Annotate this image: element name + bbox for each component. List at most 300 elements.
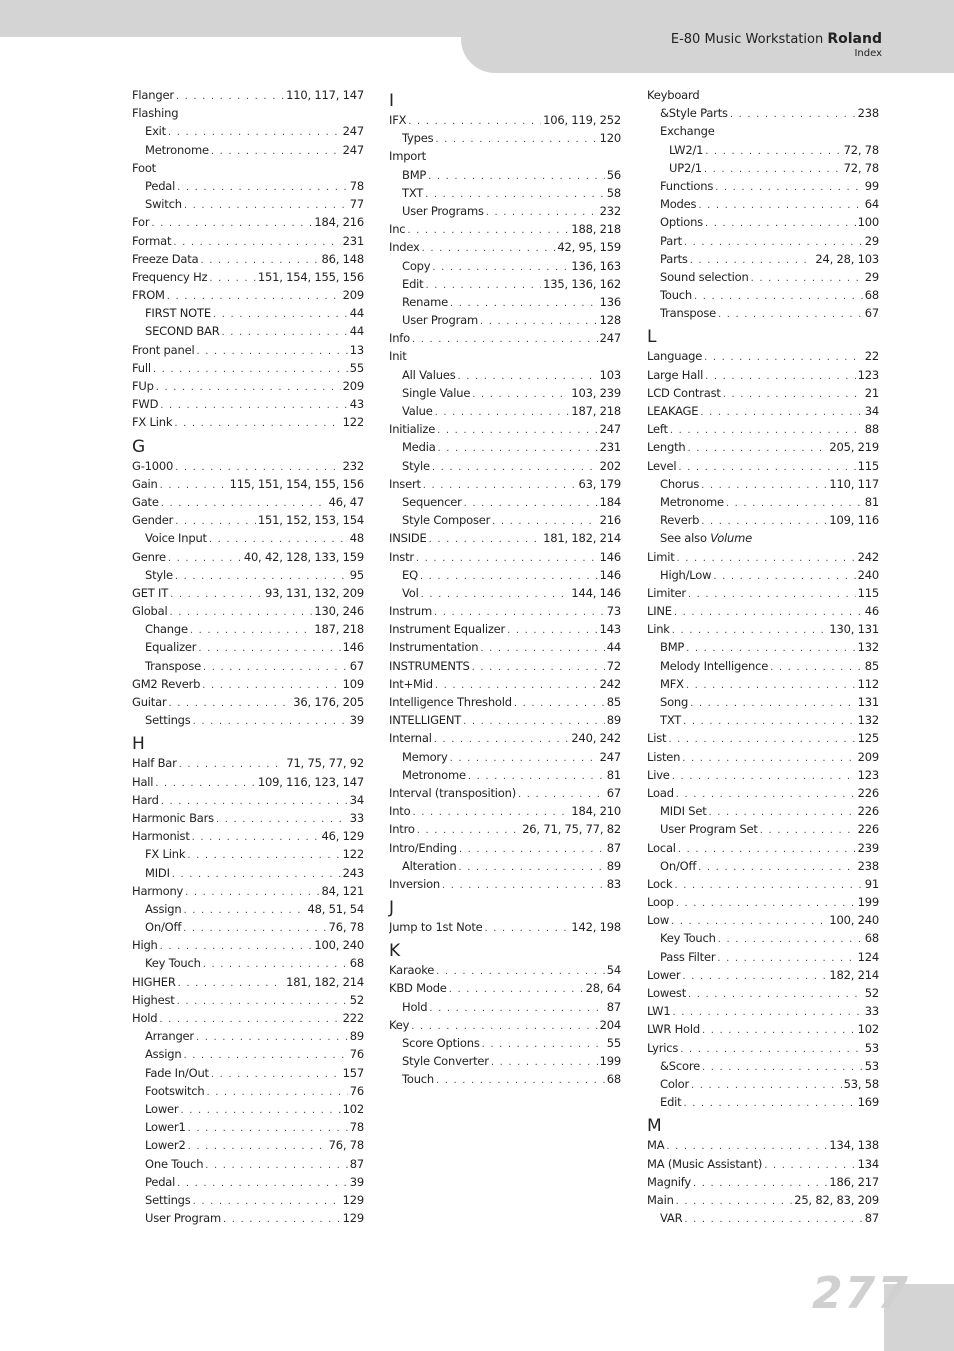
index-entry — [389, 329, 621, 347]
index-entry — [647, 250, 879, 268]
index-entry — [389, 1016, 621, 1034]
index-entry — [389, 347, 621, 365]
index-entry — [389, 857, 621, 875]
index-entry — [389, 584, 621, 602]
entry-pages: 77 — [349, 197, 364, 212]
entry-term: Karaoke — [389, 963, 435, 978]
leader-dots — [193, 1193, 341, 1209]
entry-term: Loop — [647, 895, 674, 910]
leader-dots — [207, 1084, 348, 1100]
entry-pages: 144, 146 — [571, 585, 621, 600]
leader-dots — [472, 659, 605, 675]
entry-term: Switch — [145, 197, 182, 212]
index-entry — [132, 322, 364, 340]
index-entry — [132, 359, 364, 377]
entry-term: High — [132, 938, 158, 953]
index-entry — [132, 1082, 364, 1100]
leader-dots — [159, 1011, 340, 1027]
entry-term: &Style Parts — [660, 106, 728, 121]
entry-term: BMP — [660, 640, 685, 655]
index-entry — [389, 366, 621, 384]
leader-dots — [690, 252, 814, 268]
index-entry — [132, 1191, 364, 1209]
leader-dots — [412, 804, 569, 820]
index-entry — [389, 961, 621, 979]
entry-pages: 247 — [599, 331, 621, 346]
entry-pages: 128 — [599, 313, 621, 328]
index-entry — [647, 693, 879, 711]
entry-pages: 209 — [342, 288, 364, 303]
entry-term: Assign — [145, 901, 182, 916]
leader-dots — [423, 477, 577, 493]
index-entry — [389, 402, 621, 420]
entry-term: Footswitch — [145, 1083, 205, 1098]
entry-pages: 181, 182, 214 — [543, 531, 621, 546]
index-entry — [132, 177, 364, 195]
index-entry — [132, 341, 364, 359]
entry-term: User Programs — [402, 203, 484, 218]
leader-dots — [161, 793, 348, 809]
leader-dots — [688, 586, 856, 602]
entry-pages: 43 — [349, 397, 364, 412]
leader-dots — [686, 640, 855, 656]
leader-dots — [672, 768, 856, 784]
entry-pages: 134 — [857, 1156, 879, 1171]
entry-pages: 115 — [857, 585, 879, 600]
entry-pages: 151, 154, 155, 156 — [257, 269, 364, 284]
page-number: 277 — [812, 1268, 910, 1319]
leader-dots — [222, 324, 348, 340]
entry-term: High/Low — [660, 567, 712, 582]
index-entry — [132, 845, 364, 863]
leader-dots — [407, 222, 569, 238]
entry-term: LINE — [647, 604, 672, 619]
entry-term: MIDI — [145, 865, 170, 880]
index-entry — [389, 675, 621, 693]
leader-dots — [705, 215, 856, 231]
entry-pages: 89 — [349, 1029, 364, 1044]
entry-term: Magnify — [647, 1174, 692, 1189]
index-entry — [647, 802, 879, 820]
entry-pages: 247 — [599, 422, 621, 437]
entry-term: Transpose — [660, 306, 716, 321]
leader-dots — [421, 586, 570, 602]
leader-dots — [698, 197, 862, 213]
entry-pages: 67 — [606, 785, 621, 800]
index-entry — [132, 864, 364, 882]
entry-pages: 33 — [864, 1004, 879, 1019]
leader-dots — [705, 143, 841, 159]
leader-dots — [192, 829, 320, 845]
entry-term: Import — [389, 149, 426, 164]
index-entry — [647, 1191, 879, 1209]
index-entry — [132, 159, 364, 177]
index-entry — [132, 1045, 364, 1063]
leader-dots — [764, 1157, 855, 1173]
entry-pages: 84, 121 — [321, 883, 364, 898]
entry-term: Rename — [402, 294, 448, 309]
index-entry — [389, 638, 621, 656]
index-entry — [389, 979, 621, 997]
entry-pages: 136, 163 — [571, 258, 621, 273]
leader-dots — [425, 277, 541, 293]
leader-dots — [694, 288, 863, 304]
entry-term: Front panel — [132, 342, 195, 357]
index-entry — [647, 457, 879, 475]
leader-dots — [184, 197, 348, 213]
entry-term: Touch — [660, 288, 693, 303]
entry-pages: 33 — [349, 810, 364, 825]
leader-dots — [213, 306, 348, 322]
entry-term: Chorus — [660, 476, 700, 491]
index-entry — [132, 620, 364, 638]
entry-pages: 68 — [606, 1072, 621, 1087]
entry-term: Parts — [660, 251, 688, 266]
entry-pages: 247 — [599, 749, 621, 764]
entry-term: See also Volume — [660, 531, 753, 546]
entry-pages: 46, 129 — [321, 829, 364, 844]
entry-term: Insert — [389, 476, 421, 491]
entry-term: Reverb — [660, 513, 700, 528]
index-entry — [132, 493, 364, 511]
index-entry — [647, 911, 879, 929]
entry-term: Sequencer — [402, 494, 462, 509]
leader-dots — [683, 713, 856, 729]
index-entry — [132, 773, 364, 791]
entry-pages: 89 — [606, 713, 621, 728]
entry-term: LW2/1 — [669, 142, 704, 157]
index-entry — [647, 1155, 879, 1173]
index-entry — [389, 875, 621, 893]
entry-pages: 87 — [349, 1156, 364, 1171]
leader-dots — [698, 859, 855, 875]
leader-dots — [670, 422, 863, 438]
leader-dots — [459, 841, 605, 857]
index-entry — [389, 311, 621, 329]
index-entry — [389, 802, 621, 820]
leader-dots — [436, 1072, 605, 1088]
entry-term: Hold — [132, 1011, 158, 1025]
entry-term: Jump to 1st Note — [389, 920, 483, 935]
leader-dots — [437, 422, 598, 438]
entry-term: Init — [389, 349, 407, 364]
leader-dots — [176, 88, 284, 104]
entry-pages: 199 — [857, 895, 879, 910]
leader-dots — [676, 786, 856, 802]
entry-pages: 130, 246 — [314, 604, 364, 619]
entry-term: Gender — [132, 513, 174, 528]
index-entry — [132, 711, 364, 729]
entry-term: Gain — [132, 476, 158, 491]
index-entry — [132, 675, 364, 693]
entry-pages: 78 — [349, 178, 364, 193]
index-entry — [389, 657, 621, 675]
leader-dots — [203, 956, 348, 972]
leader-dots — [691, 1077, 842, 1093]
leader-dots — [463, 713, 605, 729]
leader-dots — [450, 295, 598, 311]
entry-pages: 132 — [857, 713, 879, 728]
entry-term: GM2 Reverb — [132, 676, 201, 691]
index-entry — [647, 286, 879, 304]
index-entry — [647, 177, 879, 195]
entry-pages: 136 — [599, 294, 621, 309]
entry-term: Half Bar — [132, 756, 177, 771]
index-entry — [132, 232, 364, 250]
index-entry — [132, 548, 364, 566]
entry-term: Intelligence Threshold — [389, 695, 512, 709]
entry-term: Limit — [647, 549, 675, 564]
index-entry — [132, 566, 364, 584]
entry-pages: 240, 242 — [571, 731, 621, 746]
entry-term: Melody Intelligence — [660, 658, 769, 673]
entry-pages: 34 — [864, 404, 879, 418]
leader-dots — [155, 775, 256, 791]
entry-term: Memory — [402, 749, 448, 764]
index-entry — [389, 711, 621, 729]
leader-dots — [683, 1095, 855, 1111]
leader-dots — [770, 659, 863, 675]
entry-term: Metronome — [145, 142, 209, 157]
index-entry — [647, 529, 879, 547]
entry-pages: 76, 78 — [328, 920, 364, 935]
entry-pages: 239 — [857, 840, 879, 855]
leader-dots — [464, 495, 598, 511]
leader-dots — [177, 179, 348, 195]
entry-term: Format — [132, 233, 172, 248]
entry-pages: 129 — [342, 1192, 364, 1207]
index-entry — [389, 147, 621, 165]
entry-pages: 29 — [864, 269, 879, 284]
index-entry — [389, 420, 621, 438]
entry-pages: 76 — [349, 1083, 364, 1098]
leader-dots — [684, 1211, 862, 1227]
index-entry — [389, 820, 621, 838]
leader-dots — [153, 361, 348, 377]
index-entry — [647, 966, 879, 984]
entry-pages: 131 — [857, 695, 879, 709]
leader-dots — [422, 240, 556, 256]
leader-dots — [160, 938, 313, 954]
leader-dots — [170, 586, 263, 602]
index-entry — [132, 584, 364, 602]
entry-term: Metronome — [660, 494, 724, 509]
index-entry — [132, 413, 364, 431]
index-entry — [389, 566, 621, 584]
leader-dots — [168, 124, 341, 140]
entry-pages: 209 — [342, 379, 364, 393]
entry-pages: 123 — [857, 367, 879, 382]
index-column-1 — [132, 86, 364, 1227]
leader-dots — [216, 811, 348, 827]
entry-term: SECOND BAR — [145, 324, 220, 339]
entry-term: Instrumentation — [389, 640, 479, 655]
index-entry — [132, 754, 364, 772]
entry-pages: 39 — [349, 713, 364, 728]
index-entry — [647, 929, 879, 947]
entry-term: Instrum — [389, 604, 432, 619]
entry-pages: 87 — [864, 1211, 879, 1226]
entry-term: Harmony — [132, 883, 184, 898]
index-entry — [647, 213, 879, 231]
entry-pages: 106, 119, 252 — [543, 113, 621, 127]
entry-pages: 186, 217 — [829, 1174, 879, 1189]
index-entry — [647, 893, 879, 911]
leader-dots — [160, 477, 228, 493]
leader-dots — [482, 1036, 605, 1052]
index-entry — [389, 918, 621, 936]
entry-term: Copy — [402, 258, 431, 273]
index-entry — [647, 657, 879, 675]
leader-dots — [435, 131, 597, 147]
entry-term: Vol — [402, 585, 419, 600]
index-entry — [132, 1064, 364, 1082]
entry-term: Hold — [402, 999, 428, 1014]
entry-term: Fade In/Out — [145, 1065, 209, 1080]
entry-pages: 13 — [349, 342, 364, 357]
leader-dots — [457, 368, 597, 384]
index-entry — [389, 548, 621, 566]
leader-dots — [417, 822, 520, 838]
entry-pages: 48 — [349, 531, 364, 546]
leader-dots — [198, 640, 340, 656]
entry-term: Pedal — [145, 1174, 176, 1189]
leader-dots — [173, 234, 340, 250]
entry-pages: 93, 131, 132, 209 — [264, 585, 364, 600]
leader-dots — [704, 161, 842, 177]
entry-term: Types — [402, 131, 434, 146]
leader-dots — [196, 1029, 348, 1045]
leader-dots — [690, 695, 856, 711]
entry-term: FX Link — [132, 415, 173, 430]
entry-pages: 132 — [857, 640, 879, 655]
index-entry — [389, 839, 621, 857]
entry-pages: 243 — [342, 865, 364, 880]
entry-term: Pass Filter — [660, 949, 716, 964]
leader-dots — [666, 1138, 827, 1154]
entry-term: Inc — [389, 222, 406, 237]
entry-pages: 240 — [857, 567, 879, 582]
index-entry — [389, 1070, 621, 1088]
leader-dots — [751, 270, 863, 286]
leader-dots — [196, 343, 347, 359]
index-entry — [132, 827, 364, 845]
leader-dots — [416, 550, 598, 566]
entry-term: Color — [660, 1076, 690, 1091]
leader-dots — [672, 622, 828, 638]
entry-pages: 109, 116 — [829, 513, 879, 528]
index-entry — [647, 438, 879, 456]
entry-pages: 125 — [857, 731, 879, 746]
index-entry — [132, 1209, 364, 1227]
index-entry — [389, 129, 621, 147]
entry-pages: 242 — [599, 676, 621, 691]
leader-dots — [677, 550, 856, 566]
section-letter: K — [389, 941, 401, 962]
index-entry — [647, 195, 879, 213]
entry-pages: 135, 136, 162 — [543, 276, 621, 291]
index-entry — [647, 141, 879, 159]
entry-pages: 187, 218 — [314, 622, 364, 637]
leader-dots — [680, 1041, 863, 1057]
entry-pages: 72 — [606, 658, 621, 673]
entry-pages: 76 — [349, 1047, 364, 1062]
entry-term: Lower — [145, 1101, 179, 1116]
entry-pages: 44 — [349, 324, 364, 339]
index-entry — [132, 268, 364, 286]
entry-term: Genre — [132, 549, 166, 564]
leader-dots — [183, 902, 305, 918]
entry-term: Sound selection — [660, 269, 749, 284]
leader-dots — [480, 313, 598, 329]
entry-term: Metronome — [402, 767, 466, 782]
index-entry — [647, 122, 879, 140]
entry-pages: 63, 179 — [578, 476, 621, 491]
index-entry — [647, 748, 879, 766]
index-entry — [389, 1034, 621, 1052]
entry-pages: 103, 239 — [571, 385, 621, 400]
leader-dots — [485, 920, 570, 936]
leader-dots — [701, 513, 827, 529]
entry-pages: 53 — [864, 1040, 879, 1055]
leader-dots — [429, 1000, 604, 1016]
entry-pages: 95 — [349, 567, 364, 582]
entry-pages: 226 — [857, 804, 879, 819]
leader-dots — [151, 215, 312, 231]
index-entry — [132, 286, 364, 304]
index-entry — [132, 693, 364, 711]
entry-pages: 109 — [342, 676, 364, 691]
entry-pages: 226 — [857, 822, 879, 837]
leader-dots — [702, 1059, 863, 1075]
entry-term: Limiter — [647, 585, 686, 600]
index-entry — [132, 1155, 364, 1173]
index-entry — [132, 809, 364, 827]
entry-term: MFX — [660, 676, 684, 691]
entry-term: Intro/Ending — [389, 840, 457, 855]
leader-dots — [701, 477, 827, 493]
entry-pages: 88 — [864, 422, 879, 437]
index-entry — [132, 973, 364, 991]
index-entry — [647, 402, 879, 420]
leader-dots — [168, 695, 291, 711]
leader-dots — [434, 604, 605, 620]
leader-dots — [676, 1193, 793, 1209]
entry-term: Lowest — [647, 986, 687, 1000]
entry-term: Alteration — [402, 858, 457, 873]
leader-dots — [678, 459, 855, 475]
entry-pages: 187, 218 — [571, 404, 621, 418]
index-entry — [132, 638, 364, 656]
index-entry — [647, 948, 879, 966]
entry-pages: 78 — [349, 1120, 364, 1135]
entry-pages: 242 — [857, 549, 879, 564]
entry-term: Media — [402, 440, 436, 455]
entry-term: Hall — [132, 774, 154, 789]
entry-pages: 216 — [599, 513, 621, 528]
entry-term: Language — [647, 349, 703, 364]
index-entry — [647, 584, 879, 602]
index-entry — [132, 791, 364, 809]
entry-term: GET IT — [132, 585, 169, 600]
entry-pages: 110, 117, 147 — [286, 88, 364, 102]
leader-dots — [492, 513, 598, 529]
leader-dots — [167, 288, 341, 304]
index-entry — [389, 529, 621, 547]
leader-dots — [472, 386, 569, 402]
entry-term: LCD Contrast — [647, 385, 721, 400]
entry-term: Lock — [647, 876, 673, 891]
